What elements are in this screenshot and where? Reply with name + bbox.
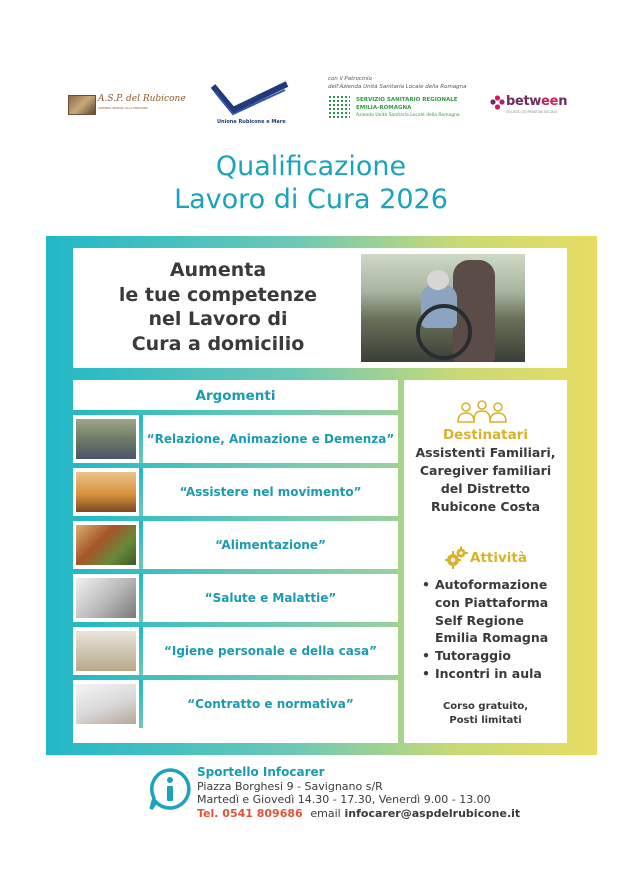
topic-row (73, 627, 398, 675)
contact-info (197, 765, 577, 821)
list-item: • Incontri in aula (422, 665, 542, 681)
asp-logo-subtitle: AZIENDA SERVIZI ALLA PERSONA (98, 106, 148, 110)
asp-logo (68, 94, 186, 114)
ssr-dots-icon (328, 95, 350, 119)
between-logo-name: between (506, 94, 568, 109)
office-hours: Martedì e Giovedì 14.30 - 17.30, Venerdì 9.00 - 13.00 (197, 793, 491, 806)
people-group-icon (456, 400, 508, 424)
topic-label: “Relazione, Animazione e Demenza” (146, 432, 395, 446)
list-item: • Tutoraggio (422, 648, 511, 664)
page-title-line-2: Lavoro di Cura 2026 (174, 184, 448, 215)
topic-row (73, 468, 398, 516)
wheelchair-sunset-photo (76, 472, 136, 512)
patrocinio-text: con il Patrocinio (328, 76, 372, 82)
asp-logo-image (68, 95, 96, 115)
tel-label: Tel. (197, 807, 219, 820)
ssr-line-2: EMILIA-ROMAGNA (356, 105, 412, 111)
ssr-line-1: SERVIZIO SANITARIO REGIONALE (356, 97, 458, 103)
destinatari-title: Destinatari (442, 427, 529, 443)
between-logo (490, 94, 580, 118)
attivita-title: Attività (470, 550, 527, 566)
unione-check-icon (205, 80, 295, 118)
unione-logo (205, 80, 295, 130)
topic-label: “Igiene personale e della casa” (163, 644, 378, 658)
ssr-logo (328, 76, 478, 122)
topic-row (73, 574, 398, 622)
vegetables-photo (76, 525, 136, 565)
info-icon (148, 767, 192, 811)
gears-icon (444, 546, 468, 570)
topic-row (73, 680, 398, 728)
headline-line-4: Cura a domicilio (131, 332, 305, 355)
email-link[interactable]: infocarer@aspdelrubicone.it (344, 807, 521, 820)
tel-number[interactable]: 0541 809686 (222, 807, 303, 820)
headline-line-2: le tue competenze (118, 283, 318, 306)
topic-label: “Assistere nel movimento” (179, 485, 362, 499)
asp-logo-name: A.S.P. del Rubicone (98, 94, 186, 104)
between-flower-icon (490, 95, 505, 110)
contact-line (197, 806, 577, 821)
topic-label: “Salute e Malattie” (204, 591, 337, 605)
unione-logo-name: Unione Rubicone e Mare (217, 119, 286, 125)
argomenti-panel (73, 380, 398, 743)
headline-line-1: Aumenta (169, 259, 267, 281)
office-name: Sportello Infocarer (197, 765, 325, 779)
attivita-list: • Autoformazione con Piattaforma Self Regione Emilia Romagna • Tutoraggio • Incontri in aula (422, 576, 567, 683)
elderly-conversation-photo (76, 419, 136, 459)
medical-equipment-photo (76, 578, 136, 618)
headline-line-3: nel Lavoro di (148, 308, 288, 330)
caregiver-wheelchair-photo (361, 254, 525, 362)
info-panel (404, 380, 567, 743)
topic-row (73, 521, 398, 569)
email-label: email (310, 807, 341, 820)
between-logo-subtitle: SOCIETÀ COOPERATIVA SOCIALE (506, 110, 558, 114)
office-address: Piazza Borghesi 9 - Savignano s/R (197, 780, 383, 793)
patrocinio-text-2: dell'Azienda Unità Sanitaria Locale della Romagna (328, 84, 467, 90)
cleaning-products-photo (76, 631, 136, 671)
topic-label: “Alimentazione” (215, 538, 326, 552)
headline-panel (73, 248, 567, 368)
list-item: • Autoformazione (422, 577, 548, 592)
free-course-note: Corso gratuito, Posti limitati (442, 701, 529, 726)
page-title-line-1: Qualificazione (215, 151, 407, 182)
destinatari-text: Assistenti Familiari, Caregiver familiari del Distretto Rubicone Costa (415, 445, 556, 514)
ssr-line-3: Azienda Unità Sanitaria Locale della Romagna (356, 113, 460, 118)
contract-signing-photo (76, 684, 136, 724)
headline (73, 258, 363, 356)
topic-row (73, 415, 398, 463)
argomenti-title: Argomenti (195, 388, 276, 404)
topic-label: “Contratto e normativa” (187, 697, 354, 711)
